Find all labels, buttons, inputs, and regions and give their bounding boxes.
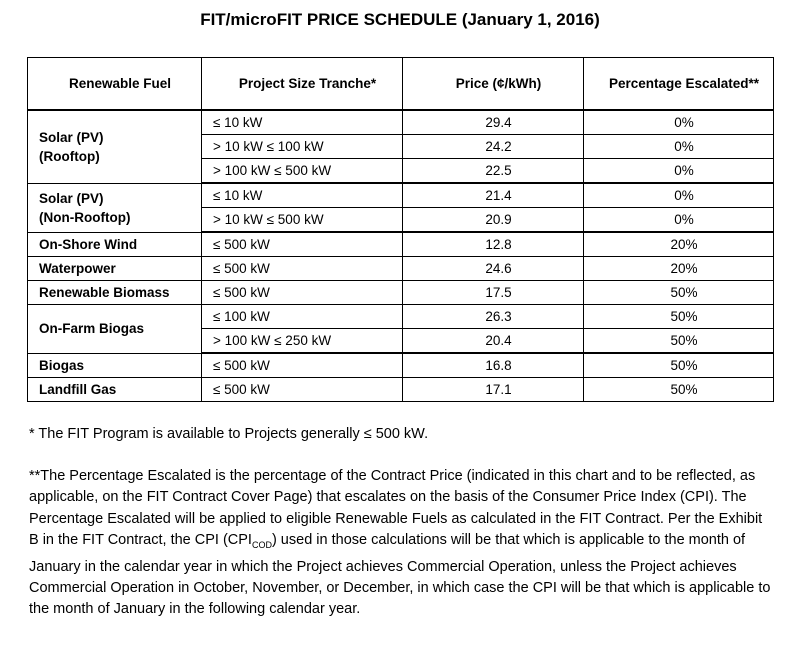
percentage-escalated-cell: 0% <box>584 159 774 184</box>
renewable-fuel-label: (Non-Rooftop) <box>39 209 131 225</box>
table-row <box>28 353 774 378</box>
tranche-cell: ≤ 500 kW <box>202 232 403 257</box>
tranche-cell: > 100 kW ≤ 250 kW <box>202 329 403 354</box>
footnote-percentage-escalated <box>29 466 774 621</box>
renewable-fuel-label: Solar (PV) <box>39 129 104 145</box>
renewable-fuel-label: On-Shore Wind <box>39 236 138 252</box>
price-cell: 12.8 <box>403 232 584 257</box>
table-row <box>28 110 774 135</box>
price-cell: 24.2 <box>403 135 584 159</box>
renewable-fuel-label: Landfill Gas <box>39 382 117 397</box>
tranche-cell: ≤ 500 kW <box>202 353 403 378</box>
percentage-escalated-cell: 0% <box>584 208 774 233</box>
renewable-fuel-cell <box>28 305 202 354</box>
header-renewable-fuel: Renewable Fuel <box>28 58 202 111</box>
table-row <box>28 378 774 402</box>
renewable-fuel-cell <box>28 232 202 257</box>
renewable-fuel-cell <box>28 378 202 402</box>
price-cell: 16.8 <box>403 353 584 378</box>
percentage-escalated-cell: 20% <box>584 232 774 257</box>
renewable-fuel-cell <box>28 281 202 305</box>
table-row <box>28 257 774 281</box>
table-header-row <box>28 58 774 111</box>
table-row <box>28 232 774 257</box>
renewable-fuel-label: Solar (PV) <box>39 190 104 206</box>
tranche-cell: ≤ 500 kW <box>202 281 403 305</box>
tranche-cell: ≤ 10 kW <box>202 110 403 135</box>
tranche-cell: ≤ 10 kW <box>202 183 403 208</box>
footnote-subscript: COD <box>251 540 272 551</box>
page-title: FIT/microFIT PRICE SCHEDULE (January 1, 2016) <box>200 10 600 29</box>
renewable-fuel-label: Waterpower <box>39 261 116 276</box>
header-percentage-escalated: Percentage Escalated** <box>584 58 774 111</box>
percentage-escalated-cell: 20% <box>584 257 774 281</box>
percentage-escalated-cell: 50% <box>584 281 774 305</box>
price-cell: 17.1 <box>403 378 584 402</box>
percentage-escalated-cell: 50% <box>584 329 774 354</box>
renewable-fuel-label: Biogas <box>39 357 85 373</box>
renewable-fuel-cell <box>28 183 202 232</box>
tranche-cell: > 10 kW ≤ 100 kW <box>202 135 403 159</box>
tranche-cell: > 10 kW ≤ 500 kW <box>202 208 403 233</box>
tranche-cell: ≤ 500 kW <box>202 257 403 281</box>
table-row <box>28 281 774 305</box>
percentage-escalated-cell: 0% <box>584 183 774 208</box>
table-body <box>28 110 774 402</box>
percentage-escalated-cell: 50% <box>584 378 774 402</box>
price-cell: 29.4 <box>403 110 584 135</box>
table-row <box>28 305 774 329</box>
price-cell: 20.4 <box>403 329 584 354</box>
renewable-fuel-cell <box>28 110 202 183</box>
renewable-fuel-cell <box>28 353 202 378</box>
price-cell: 17.5 <box>403 281 584 305</box>
header-project-size-tranche: Project Size Tranche* <box>202 58 403 111</box>
price-schedule-table <box>27 57 774 402</box>
renewable-fuel-cell <box>28 257 202 281</box>
footnote-text-before: **The Percentage Escalated is the percentage of the Contract Price (indicated in this chart and to be reflected, as applicable, on the FIT Contract Cover Page) that escalates on the basis of the Consumer Price Index (CPI). The Percentage Escalated will be applied to eligible Renewable Fuels as calculated in the FIT Contract. Per the Exhibit B in the FIT Contract, the CPI (CPI <box>29 468 763 549</box>
header-price: Price (¢/kWh) <box>403 58 584 111</box>
price-cell: 20.9 <box>403 208 584 233</box>
footnote-text-after: ) used in those calculations will be that which is applicable to the month of January in the calendar year in which the Project achieves Commercial Operation, unless the Project achieves Commercial Operation in October, November, or December, in which case the CPI will be that which is applicable to the month of January in the following calendar year. <box>29 532 771 618</box>
tranche-cell: ≤ 100 kW <box>202 305 403 329</box>
percentage-escalated-cell: 50% <box>584 305 774 329</box>
price-cell: 24.6 <box>403 257 584 281</box>
footnote-program-limit: * The FIT Program is available to Projects generally ≤ 500 kW. <box>29 426 429 442</box>
table-row <box>28 183 774 208</box>
percentage-escalated-cell: 0% <box>584 110 774 135</box>
price-cell: 26.3 <box>403 305 584 329</box>
tranche-cell: > 100 kW ≤ 500 kW <box>202 159 403 184</box>
price-cell: 21.4 <box>403 183 584 208</box>
percentage-escalated-cell: 0% <box>584 135 774 159</box>
percentage-escalated-cell: 50% <box>584 353 774 378</box>
renewable-fuel-label: Renewable Biomass <box>39 285 170 300</box>
renewable-fuel-label: (Rooftop) <box>39 148 100 164</box>
renewable-fuel-label: On-Farm Biogas <box>39 321 145 337</box>
tranche-cell: ≤ 500 kW <box>202 378 403 402</box>
price-cell: 22.5 <box>403 159 584 184</box>
